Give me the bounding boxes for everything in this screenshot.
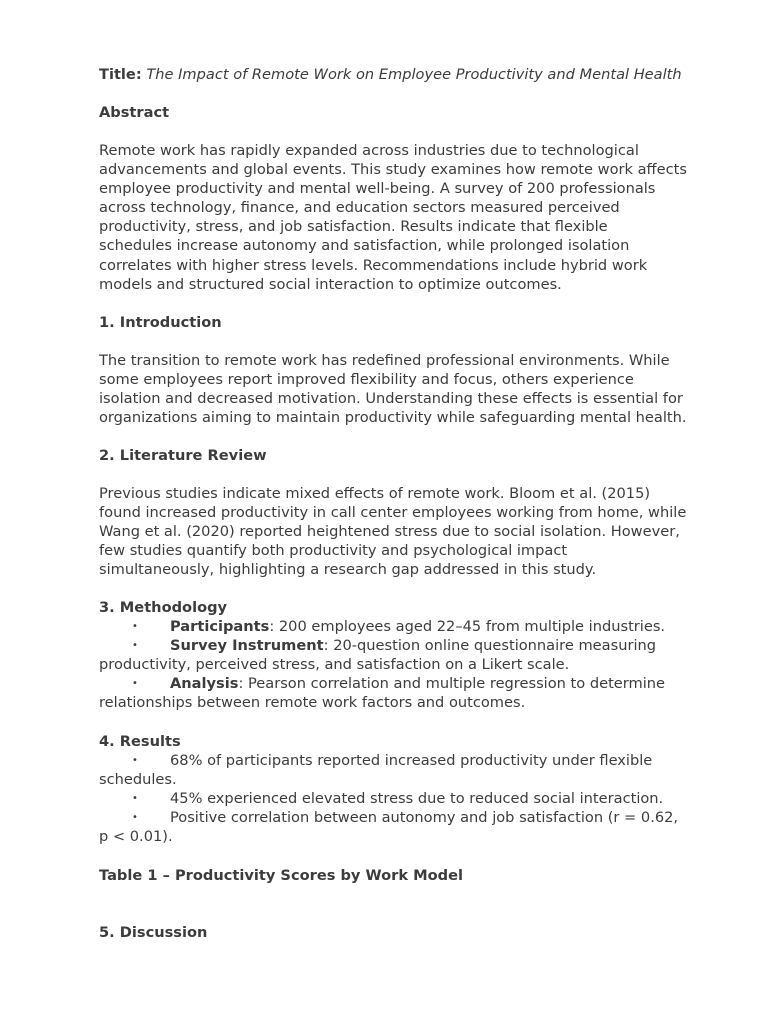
methodology-text: : Pearson correlation and multiple regression to determine <box>238 675 666 693</box>
methodology-item <box>99 617 679 636</box>
introduction-line: isolation and decreased motivation. Understanding these effects is essential for <box>99 390 683 408</box>
methodology-section <box>99 598 679 713</box>
results-item <box>99 789 679 808</box>
results-item <box>99 751 679 770</box>
methodology-continuation: productivity, perceived stress, and satisfaction on a Likert scale. <box>99 656 570 674</box>
methodology-term: Survey Instrument <box>170 637 324 655</box>
bullet-dot: • <box>132 621 138 633</box>
results-text: Positive correlation between autonomy and job satisfaction (r = 0.62, <box>170 809 679 827</box>
literature-line: simultaneously, highlighting a research gap addressed in this study. <box>99 561 597 579</box>
methodology-text: : 200 employees aged 22–45 from multiple industries. <box>269 618 666 636</box>
abstract-line: correlates with higher stress levels. Recommendations include hybrid work <box>99 256 648 274</box>
abstract-heading: Abstract <box>99 104 170 121</box>
bullet-dot: • <box>132 793 138 805</box>
abstract-line: Remote work has rapidly expanded across industries due to technological <box>99 142 639 159</box>
literature-line: Wang et al. (2020) reported heightened stress due to social isolation. However, <box>99 523 680 541</box>
introduction-line: some employees report improved flexibility and focus, others experience <box>99 371 634 389</box>
bullet-dot: • <box>132 640 138 652</box>
abstract-line: schedules increase autonomy and satisfaction, while prolonged isolation <box>99 237 630 255</box>
introduction-paragraph <box>99 351 687 427</box>
abstract-line: models and structured social interaction to optimize outcomes. <box>99 275 562 293</box>
abstract-paragraph <box>99 141 687 294</box>
methodology-item <box>99 674 679 693</box>
results-heading: 4. Results <box>99 733 181 750</box>
abstract-line: across technology, finance, and education sectors measured perceived <box>99 199 620 217</box>
literature-paragraph <box>99 484 687 579</box>
results-text: 45% experienced elevated stress due to reduced social interaction. <box>170 790 664 808</box>
literature-line: found increased productivity in call center employees working from home, while <box>99 504 687 522</box>
introduction-heading: 1. Introduction <box>99 314 222 331</box>
introduction-line: The transition to remote work has redefined professional environments. While <box>99 352 670 369</box>
literature-line: Previous studies indicate mixed effects of remote work. Bloom et al. (2015) <box>99 485 651 502</box>
bullet-dot: • <box>132 755 138 767</box>
document-title <box>99 65 682 84</box>
literature-line: few studies quantify both productivity and psychological impact <box>99 542 568 560</box>
introduction-line: organizations aiming to maintain productivity while safeguarding mental health. <box>99 409 687 427</box>
results-item <box>99 808 679 827</box>
abstract-line: employee productivity and mental well-being. A survey of 200 professionals <box>99 180 656 198</box>
title-text: The Impact of Remote Work on Employee Productivity and Mental Health <box>146 66 682 83</box>
results-section <box>99 732 679 847</box>
methodology-term: Analysis <box>170 675 239 693</box>
bullet-dot: • <box>132 678 138 690</box>
discussion-heading: 5. Discussion <box>99 924 208 941</box>
title-label: Title: <box>99 66 142 83</box>
results-continuation: p < 0.01). <box>99 828 173 846</box>
methodology-item <box>99 636 679 655</box>
methodology-text: : 20-question online questionnaire measuring <box>323 637 657 655</box>
table-caption: Table 1 – Productivity Scores by Work Model <box>99 867 464 884</box>
methodology-continuation: relationships between remote work factors and outcomes. <box>99 694 526 712</box>
results-continuation: schedules. <box>99 771 177 789</box>
methodology-heading: 3. Methodology <box>99 599 228 616</box>
methodology-term: Participants <box>170 618 270 636</box>
literature-heading: 2. Literature Review <box>99 447 267 464</box>
abstract-line: advancements and global events. This study examines how remote work affects <box>99 161 687 179</box>
abstract-line: productivity, stress, and job satisfaction. Results indicate that flexible <box>99 218 608 236</box>
bullet-dot: • <box>132 812 138 824</box>
results-text: 68% of participants reported increased productivity under flexible <box>170 752 653 770</box>
